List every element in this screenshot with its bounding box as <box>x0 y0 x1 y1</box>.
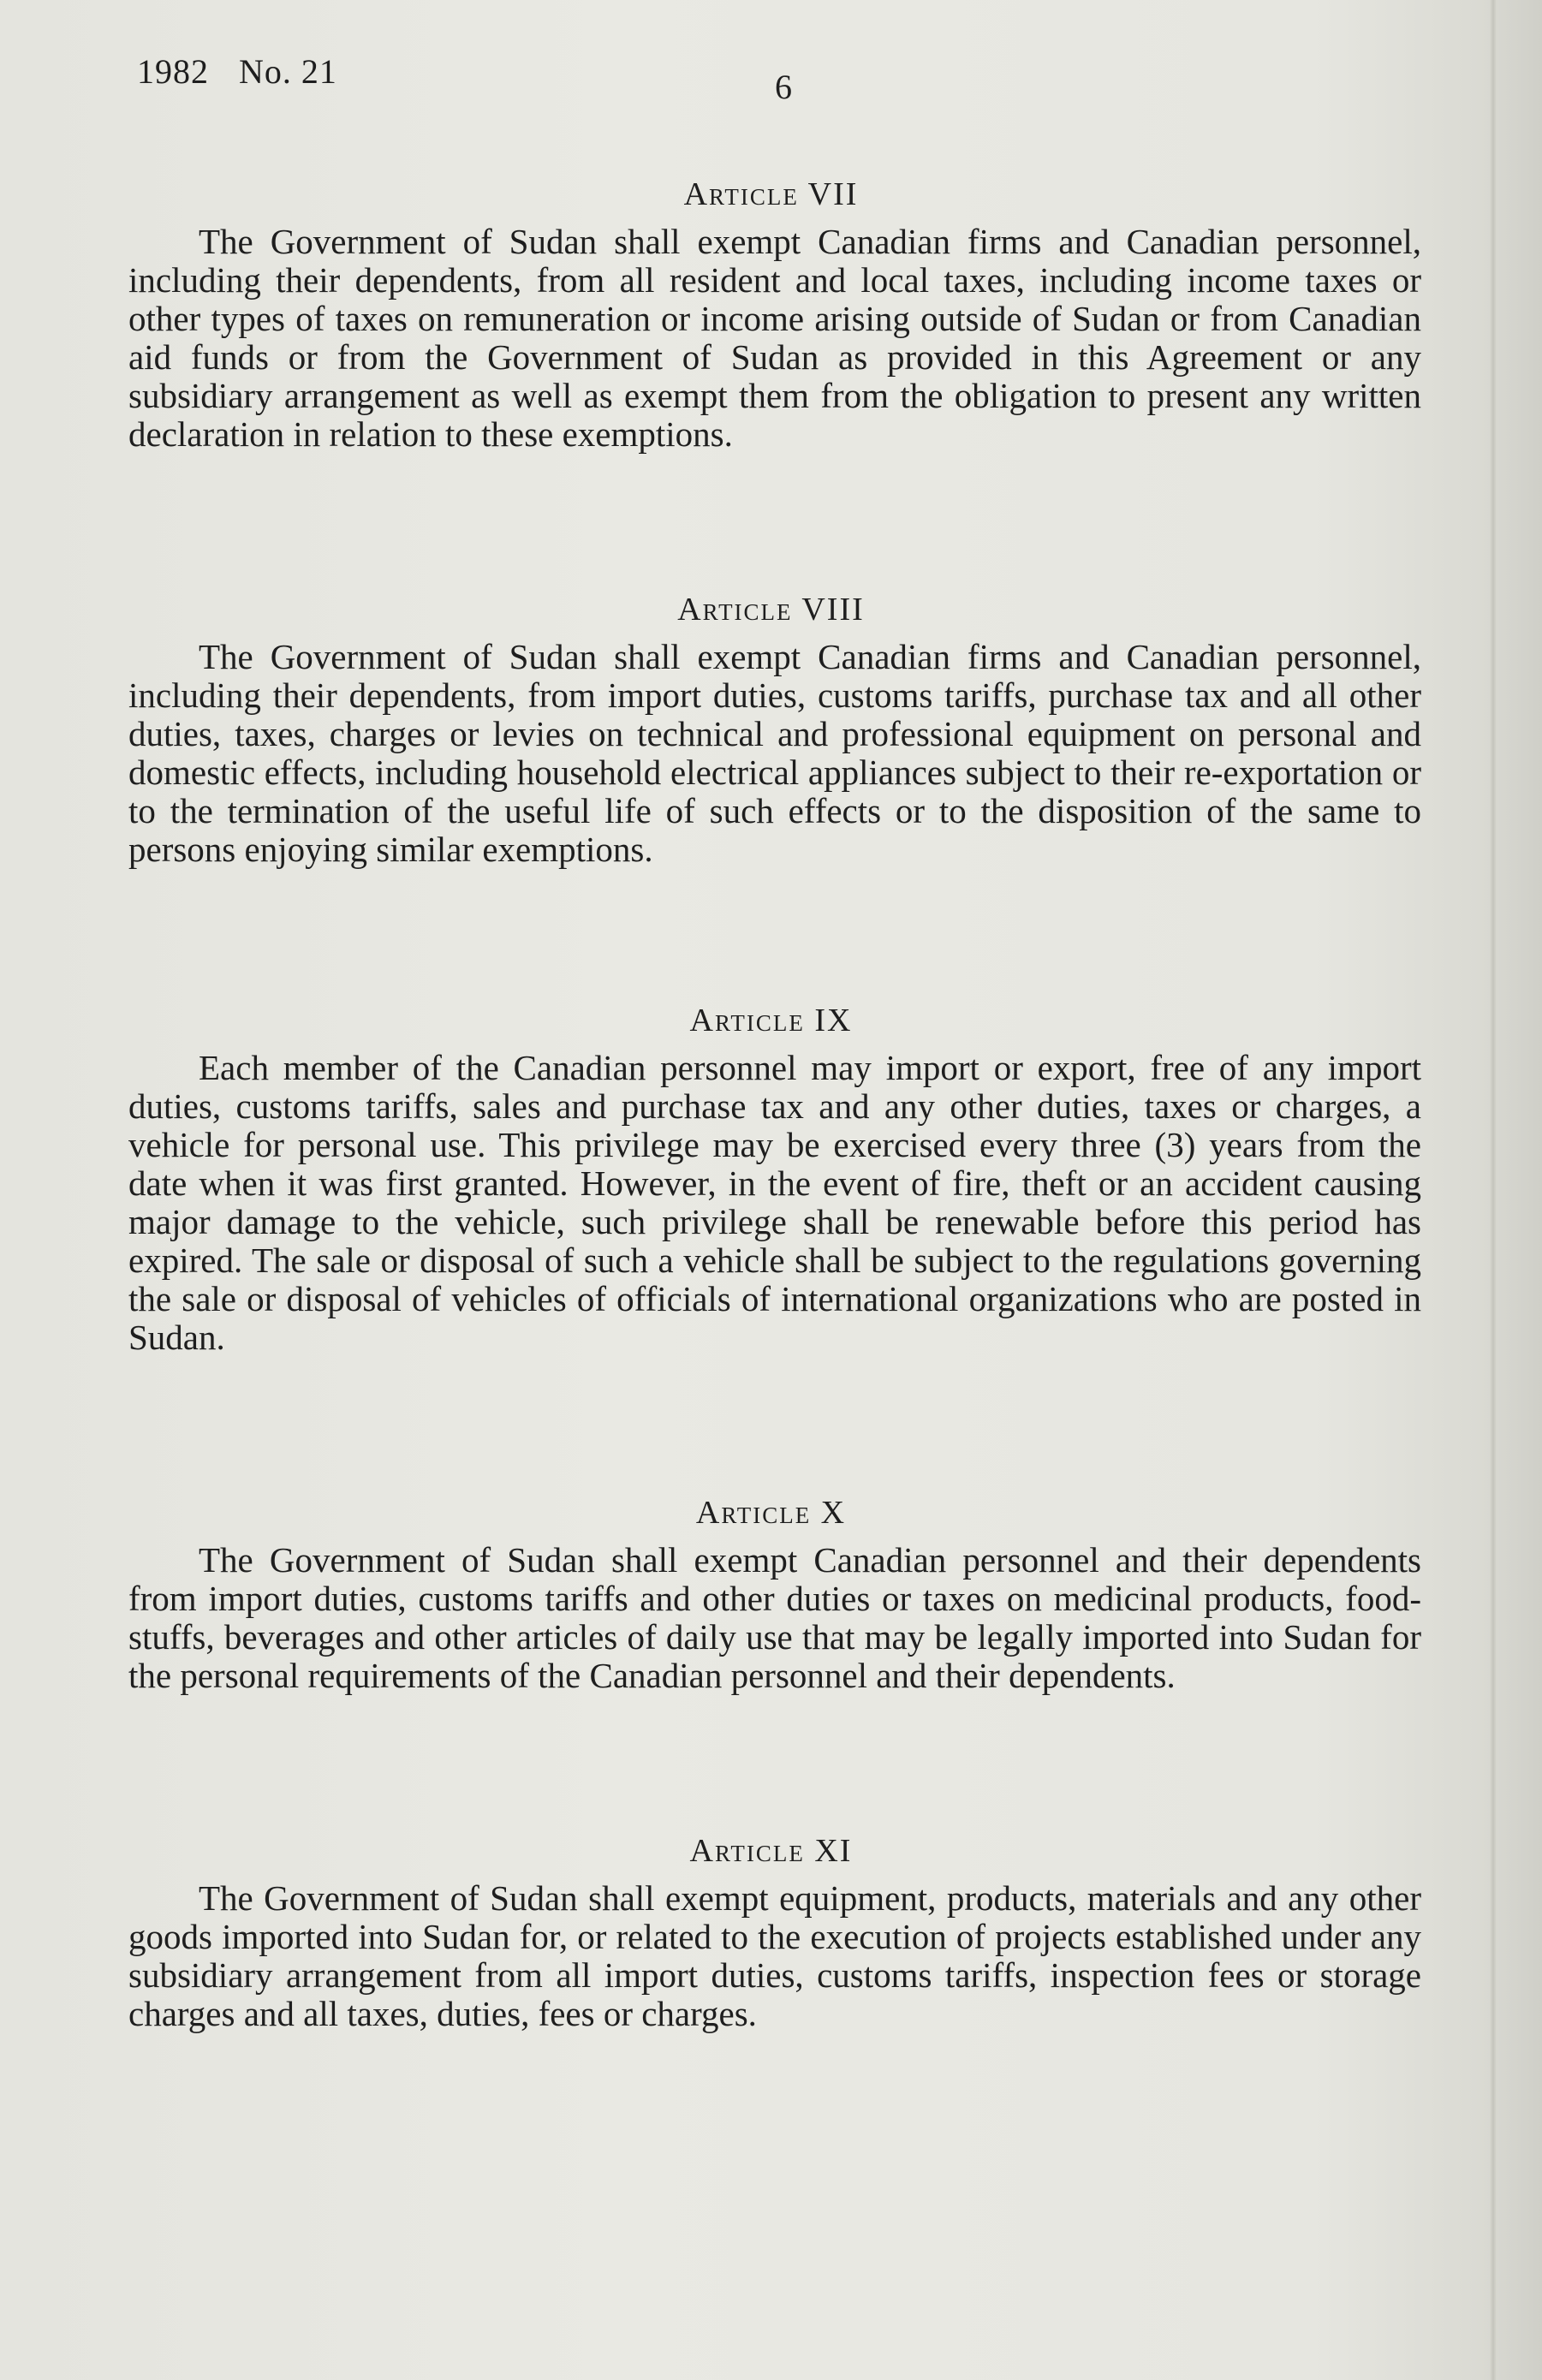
page-number: 6 <box>775 68 792 106</box>
article-vii-text: The Government of Sudan shall exempt Canadian firms and Canadian personnel, including their dependents, from all resident and local taxes, including income taxes or other types of taxes on remuneration or income arising outside of Sudan or from Canadian aid funds or from the Government of Sudan as provided in this Agreement or any subsidiary arrangement as well as exempt them from the obligation to present any written declaration in relation to these exemptions. <box>128 222 1421 454</box>
article-xi-heading: Article XI <box>689 1833 853 1869</box>
article-ix-heading: Article IX <box>689 1003 853 1038</box>
article-x-text: The Government of Sudan shall exempt Canadian personnel and their dependents from import duties, customs tariffs and other duties or taxes on medicinal products, food-stuffs, beverages and other articles of daily use that may be legally imported into Sudan for the personal requirements of the Canadian personnel and their dependents. <box>128 1540 1421 1695</box>
article-vii-heading: Article VII <box>683 176 859 212</box>
article-ix-text: Each member of the Canadian personnel may import or export, free of any import duties, customs tariffs, sales and purchase tax and any other duties, taxes or charges, a vehicle for personal use. This privilege may be exercised every three (3) years from the date when it was first granted. However, in the event of fire, theft or an accident causing major damage to the vehicle, such privilege shall be renewable before this period has expired. The sale or disposal of such a vehicle shall be subject to the regulations governing the sale or disposal of vehicles of officials of international organizations who are posted in Sudan. <box>128 1048 1421 1357</box>
document-reference <box>137 51 337 92</box>
article-viii-text: The Government of Sudan shall exempt Canadian firms and Canadian personnel, including their dependents, from import duties, customs tariffs, purchase tax and all other duties, taxes, charges or levies on technical and professional equipment on personal and domestic effects, including household electrical appliances subject to their re-exportation or to the termination of the useful life of such effects or to the disposition of the same to persons enjoying similar exemptions. <box>128 637 1421 869</box>
binding-edge <box>1490 0 1497 2380</box>
document-number: No. 21 <box>239 52 337 91</box>
article-x-heading: Article X <box>695 1495 847 1531</box>
article-viii-heading: Article VIII <box>677 592 865 628</box>
document-year: 1982 <box>137 52 209 91</box>
article-xi-text: The Government of Sudan shall exempt equipment, products, materials and any other goods imported into Sudan for, or related to the execution of projects established under any subsidiary arrangement from all import duties, customs tariffs, inspection fees or storage charges and all taxes, duties, fees or charges. <box>128 1878 1421 2033</box>
